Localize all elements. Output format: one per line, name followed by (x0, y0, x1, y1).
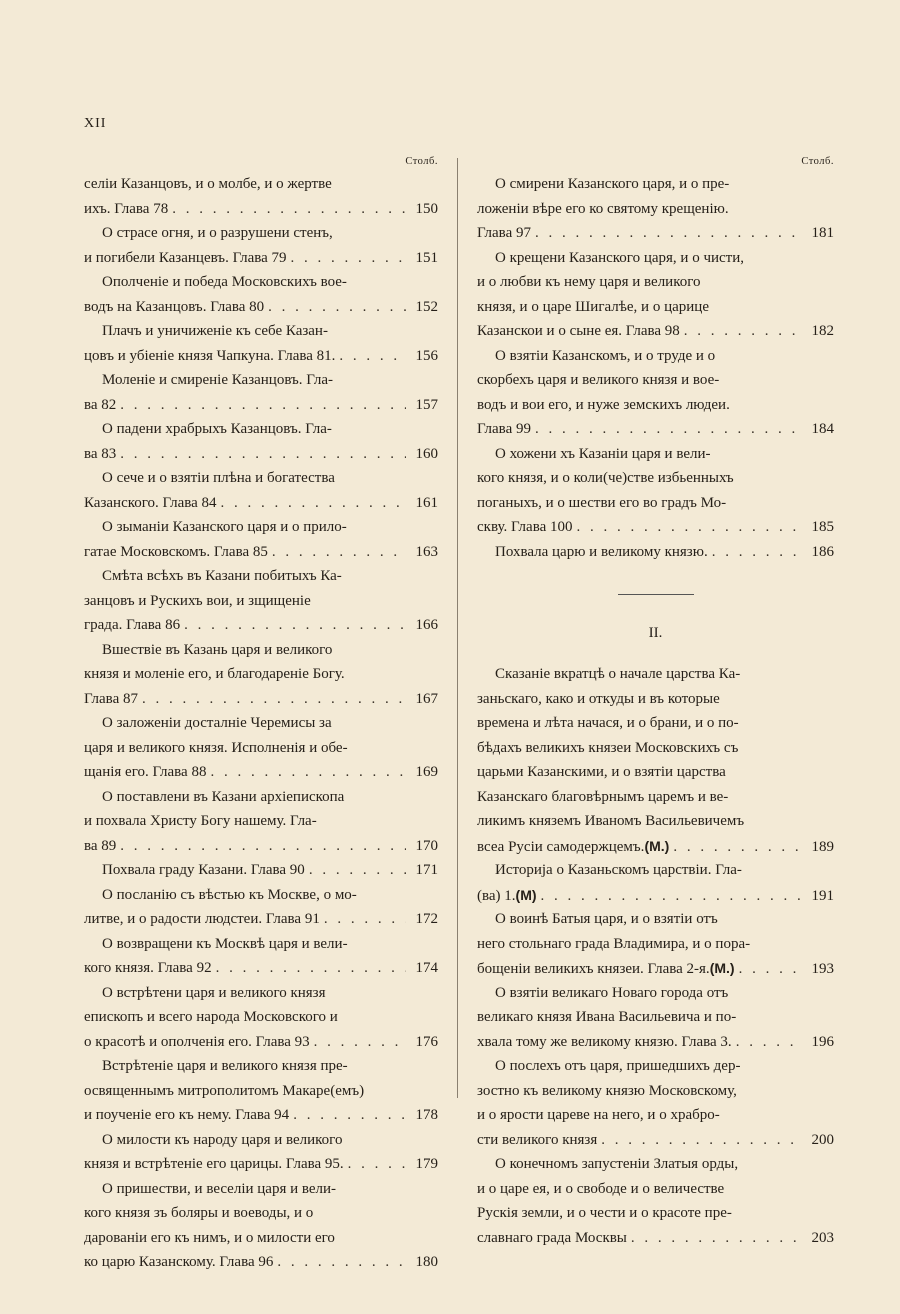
toc-entry-text: О встрѣтени царя и великого князя (102, 984, 326, 1001)
toc-entry-text: и о царе ея, и о свободе и о величестве (477, 1180, 725, 1197)
toc-entry (84, 1054, 438, 1128)
toc-entry-line (477, 466, 834, 491)
toc-entry-line (84, 809, 438, 834)
toc-entry-text: водъ на Казанцовъ. Глава 80 (84, 298, 265, 315)
toc-entry-text: Историја о Казаньскомъ царствіи. Гла- (495, 862, 742, 878)
toc-entry-text: великаго князя Ивана Васильевича и по- (477, 1009, 737, 1025)
toc-entry-text: О зыманіи Казанского царя и о прило- (102, 519, 347, 535)
toc-entry-line (477, 172, 834, 197)
dot-leader (277, 1250, 406, 1275)
toc-entry-line (477, 1226, 834, 1251)
toc-entry-line (477, 368, 834, 393)
dot-leader (268, 295, 406, 320)
toc-entry-line (477, 393, 834, 418)
column-number: 193 (811, 961, 834, 977)
toc-entry (477, 907, 834, 981)
dot-leader (142, 687, 406, 712)
toc-entry-text: ко царю Казанскому. Глава 96 (84, 1254, 274, 1270)
column-number: 180 (415, 1254, 438, 1270)
toc-entry (477, 172, 834, 246)
toc-entry-line (477, 809, 834, 834)
toc-entry-line (84, 344, 438, 369)
toc-entry-text: Ополченіе и победа Московскихъ вое- (102, 274, 347, 290)
section-toc-list (477, 662, 834, 1250)
toc-entry-text: (ва) 1. (477, 887, 516, 904)
toc-entry-text: Встрѣтеніе царя и великого князя пре- (102, 1058, 348, 1074)
toc-entry-line (84, 246, 438, 271)
toc-entry-text: хвала тому же великому князю. Глава 3. (477, 1033, 732, 1050)
dot-leader (216, 956, 406, 981)
toc-entry-text: селіи Казанцовъ, и о молбе, и о жертве (84, 176, 332, 192)
toc-entry-text: ликимъ княземъ Иваномъ Васильевичемъ (477, 813, 745, 829)
toc-entry-text: ихъ. Глава 78 (84, 200, 169, 217)
dot-leader (291, 246, 406, 271)
toc-entry-text: Казанскои и о сыне ея. Глава 98 (477, 323, 680, 339)
column-number: 160 (415, 445, 438, 462)
toc-entry-line (477, 736, 834, 761)
toc-entry (84, 785, 438, 859)
column-number: 184 (811, 421, 834, 437)
toc-entry-text: гатае Московскомъ. Глава 85 (84, 543, 268, 560)
toc-entry-line (477, 1103, 834, 1128)
toc-entry-line (84, 319, 438, 344)
toc-entry-text: Моленіе и смиреніе Казанцовъ. Гла- (102, 372, 333, 388)
toc-entry-line (477, 197, 834, 222)
source-mark: (М) (515, 886, 537, 903)
toc-entry-line (477, 687, 834, 712)
toc-entry (84, 368, 438, 417)
toc-entry-line (84, 638, 438, 663)
column-number: 152 (415, 298, 438, 315)
dot-leader (541, 884, 802, 908)
dot-leader (324, 907, 406, 932)
toc-entry-line (84, 1103, 438, 1128)
toc-entry-text: ва 82 (84, 396, 117, 413)
toc-entry (477, 344, 834, 442)
toc-entry-line (477, 417, 834, 442)
column-number: 150 (415, 200, 438, 217)
dot-leader (577, 515, 803, 540)
dot-leader (535, 417, 802, 442)
toc-entry-text: О поставлени въ Казани архіепископа (102, 788, 345, 805)
dot-leader (736, 1030, 802, 1055)
toc-entry-text: ва 89 (84, 837, 117, 854)
column-number: 169 (415, 764, 438, 780)
toc-entry-text: О смирени Казанского царя, и о пре- (495, 176, 730, 192)
toc-entry-text: кого князя. Глава 92 (84, 960, 212, 976)
toc-entry-text: О крещени Казанского царя, и о чисти, (495, 249, 745, 266)
column-divider (457, 158, 458, 1098)
toc-entry-line (84, 711, 438, 736)
toc-entry (477, 246, 834, 344)
toc-entry-text: епископъ и всего народа Московского и (84, 1009, 338, 1025)
column-number: 163 (415, 543, 438, 560)
toc-entry-line (84, 1054, 438, 1079)
toc-entry-text: О милости къ народу царя и великого (102, 1131, 343, 1148)
toc-entry-line (84, 1030, 438, 1055)
toc-entry (84, 172, 438, 221)
toc-entry-line (84, 491, 438, 516)
toc-entry-line (84, 1226, 438, 1251)
toc-entry-line (84, 295, 438, 320)
column-number: 174 (415, 960, 438, 976)
toc-entry (84, 858, 438, 883)
column-number: 182 (811, 323, 834, 339)
toc-entry-text: О страсе огня, и о разрушени стенъ, (102, 225, 333, 241)
toc-entry-text: града. Глава 86 (84, 617, 181, 633)
column-number: 179 (415, 1156, 438, 1172)
dot-leader (120, 393, 406, 418)
toc-entry-text: кого князя, и о коли(че)стве избьенныхъ (477, 470, 734, 486)
toc-entry (84, 981, 438, 1055)
dot-leader (210, 760, 406, 785)
dot-leader (673, 835, 802, 859)
toc-entry (477, 1152, 834, 1250)
column-header-left: Столб. (405, 156, 438, 167)
toc-entry-text: занцовъ и Рускихъ вои, и зщищеніе (84, 592, 311, 609)
toc-entry (84, 466, 438, 515)
toc-entry (84, 221, 438, 270)
toc-entry-text: кого князя зъ боляры и воеводы, и о (84, 1205, 314, 1221)
toc-entry-line (477, 515, 834, 540)
toc-entry-line (84, 466, 438, 491)
toc-entry-line (477, 491, 834, 516)
column-number: 161 (415, 494, 438, 511)
toc-entry-text: Плачъ и уничиженіе къ себе Казан- (102, 323, 328, 339)
right-column (477, 152, 834, 1250)
column-number: 166 (415, 617, 438, 633)
toc-entry-text: Вшествіе въ Казань царя и великого (102, 641, 333, 658)
toc-entry-line (84, 613, 438, 638)
toc-entry-line (477, 344, 834, 369)
toc-entry-text: О конечномъ запустеніи Златыя орды, (495, 1156, 739, 1172)
toc-entry-line (477, 1201, 834, 1226)
toc-entry-line (84, 736, 438, 761)
toc-entry (84, 564, 438, 638)
toc-entry-line (477, 540, 834, 565)
toc-entry-text: скву. Глава 100 (477, 519, 573, 535)
toc-entry-line (84, 956, 438, 981)
toc-entry-line (477, 221, 834, 246)
toc-entry-line (477, 662, 834, 687)
toc-entry-line (477, 785, 834, 810)
dot-leader (339, 344, 406, 369)
toc-entry-text: Рускія земли, и о чести и о красоте пре- (477, 1205, 732, 1221)
toc-entry (84, 319, 438, 368)
toc-entry-line (477, 1152, 834, 1177)
source-mark: (М.) (709, 960, 735, 976)
dot-leader (631, 1226, 802, 1251)
page-number: XII (84, 116, 107, 131)
toc-entry-line (84, 858, 438, 883)
toc-entry-text: времена и лѣта начася, и о брани, и о по- (477, 715, 739, 731)
toc-entry-text: О возвращени къ Москвѣ царя и вели- (102, 935, 348, 952)
toc-entry-text: и поученіе его къ нему. Глава 94 (84, 1107, 290, 1123)
toc-entry-text: и похвала Христу Богу нашему. Гла- (84, 813, 317, 829)
toc-entry-text: всеа Русіи самодержцемъ. (477, 838, 645, 855)
source-mark: (М.) (644, 837, 670, 854)
toc-entry-line (84, 1079, 438, 1104)
toc-entry-text: Похвала граду Казани. Глава 90 (102, 862, 305, 878)
toc-entry-text: него стольнаго града Владимира, и о пора- (477, 935, 751, 952)
toc-entry-line (84, 515, 438, 540)
toc-entry-line (84, 883, 438, 908)
toc-entry (84, 932, 438, 981)
toc-entry-line (477, 883, 834, 908)
column-number: 170 (415, 837, 438, 854)
toc-entry (477, 858, 834, 907)
toc-entry-text: Казанского. Глава 84 (84, 494, 217, 511)
toc-entry-text: сти великого князя (477, 1131, 598, 1148)
toc-entry (84, 711, 438, 785)
toc-entry-line (477, 760, 834, 785)
toc-entry-line (84, 662, 438, 687)
dot-leader (348, 1152, 406, 1177)
toc-entry-text: и о любви къ нему царя и великого (477, 274, 701, 290)
column-number: 156 (415, 347, 438, 364)
toc-entry-line (84, 1201, 438, 1226)
toc-entry-line (477, 319, 834, 344)
toc-entry-line (84, 1005, 438, 1030)
dot-leader (184, 613, 406, 638)
left-column (84, 152, 438, 1275)
toc-entry (84, 270, 438, 319)
toc-entry-line (84, 172, 438, 197)
toc-entry-text: О падени храбрыхъ Казанцовъ. Гла- (102, 421, 332, 437)
column-number: 189 (811, 838, 834, 855)
toc-entry-text: О воинѣ Батыя царя, и о взятіи отъ (495, 911, 718, 927)
toc-entry-line (84, 1177, 438, 1202)
toc-entry (477, 442, 834, 540)
column-number: 157 (415, 396, 438, 413)
toc-entry-text: зостно къ великому князю Московскому, (477, 1082, 737, 1099)
column-number: 186 (811, 543, 834, 560)
toc-entry-text: Смѣта всѣхъ въ Казани побитыхъ Ка- (102, 568, 342, 584)
toc-entry-line (477, 932, 834, 957)
column-header-right: Столб. (801, 156, 834, 167)
toc-entry-text: Глава 97 (477, 225, 531, 241)
toc-entry (84, 515, 438, 564)
toc-entry-text: О заложеніи досталніе Черемисы за (102, 715, 332, 731)
toc-entry-text: О взятіи великаго Новаго города отъ (495, 984, 729, 1001)
toc-entry (477, 981, 834, 1055)
toc-entry-line (84, 368, 438, 393)
column-number: 185 (811, 519, 834, 535)
column-number: 181 (811, 225, 834, 241)
toc-entry-line (477, 956, 834, 981)
toc-entry-text: О послехъ отъ царя, пришедшихъ дер- (495, 1058, 741, 1074)
toc-entry-line (477, 1054, 834, 1079)
toc-entry-text: щанія его. Глава 88 (84, 764, 207, 780)
toc-entry-line (84, 1128, 438, 1153)
toc-entry (477, 662, 834, 858)
toc-entry-line (477, 981, 834, 1006)
dot-leader (120, 442, 406, 467)
column-number: 178 (415, 1107, 438, 1123)
toc-entry-line (84, 1250, 438, 1275)
toc-entry (84, 417, 438, 466)
toc-entry-line (477, 907, 834, 932)
toc-entry-line (84, 197, 438, 222)
toc-entry-line (84, 981, 438, 1006)
toc-entry-line (84, 907, 438, 932)
toc-entry-text: цовъ и убіеніе князя Чапкуна. Глава 81. (84, 347, 336, 364)
toc-entry-line (84, 932, 438, 957)
toc-entry-text: о красотѣ и ополченія его. Глава 93 (84, 1033, 310, 1050)
toc-entry-line (477, 1005, 834, 1030)
toc-entry-text: водъ и вои его, и нуже земскихъ людеи. (477, 396, 730, 413)
dot-leader (712, 540, 802, 565)
toc-entry-line (477, 1079, 834, 1104)
toc-entry-text: литве, и о радости людстеи. Глава 91 (84, 911, 320, 927)
toc-entry-text: и погибели Казанцевъ. Глава 79 (84, 249, 287, 266)
toc-entry-text: и о ярости цареве на него, и о храбро- (477, 1107, 720, 1123)
dot-leader (314, 1030, 406, 1055)
toc-entry-line (84, 589, 438, 614)
toc-entry-text: князя и встрѣтеніе его царицы. Глава 95. (84, 1156, 344, 1172)
column-number: 167 (415, 690, 438, 707)
section-rule (618, 594, 694, 595)
toc-entry-text: царя и великого князя. Исполненія и обе- (84, 739, 348, 756)
toc-entry-line (477, 295, 834, 320)
dot-leader (535, 221, 802, 246)
toc-entry-line (84, 834, 438, 859)
column-number: 196 (811, 1033, 834, 1050)
toc-entry-text: Глава 99 (477, 421, 531, 437)
toc-entry-text: князя, и о царе Шигалѣе, и о царице (477, 298, 709, 315)
right-toc-list (477, 172, 834, 564)
dot-leader (601, 1128, 802, 1153)
toc-entry-text: О пришестви, и веселіи царя и вели- (102, 1180, 337, 1197)
toc-entry-text: Похвала царю и великому князю. (495, 543, 708, 560)
column-number: 151 (415, 249, 438, 266)
toc-entry-text: славнаго града Москвы (477, 1229, 627, 1246)
toc-entry-line (84, 442, 438, 467)
toc-entry-line (477, 246, 834, 271)
toc-entry (84, 883, 438, 932)
toc-entry-text: дарованіи его къ нимъ, и о милости его (84, 1229, 335, 1246)
dot-leader (221, 491, 406, 516)
toc-entry-text: бѣдахъ великихъ князеи Московскихъ съ (477, 739, 739, 756)
toc-entry-line (84, 1152, 438, 1177)
toc-entry-line (477, 834, 834, 859)
column-number: 191 (811, 887, 834, 904)
toc-entry-line (477, 270, 834, 295)
dot-leader (172, 197, 406, 222)
toc-entry-text: О хожени хъ Казаніи царя и вели- (495, 445, 711, 462)
column-number: 203 (811, 1229, 834, 1246)
column-number: 171 (415, 862, 438, 878)
toc-entry-text: скорбехъ царя и великого князя и вое- (477, 372, 720, 388)
dot-leader (309, 858, 406, 883)
toc-entry-line (84, 540, 438, 565)
toc-entry (84, 1177, 438, 1275)
toc-entry-text: князя и моленіе его, и благодареніе Богу. (84, 666, 345, 682)
toc-entry-line (477, 442, 834, 467)
column-number: 200 (811, 1131, 834, 1148)
toc-entry (477, 540, 834, 565)
toc-entry-line (84, 221, 438, 246)
toc-entry-text: поганыхъ, и о шестви его во градъ Мо- (477, 494, 727, 511)
toc-entry-text: Казанскаго благовѣрнымъ царемъ и ве- (477, 788, 729, 805)
dot-leader (120, 834, 406, 859)
dot-leader (684, 319, 802, 344)
toc-entry-line (477, 858, 834, 883)
section-heading: II. (648, 625, 663, 641)
toc-entry-text: О посланію съ вѣстью къ Москве, о мо- (102, 886, 357, 903)
left-toc-list (84, 172, 438, 1275)
dot-leader (272, 540, 406, 565)
toc-entry-line (477, 1030, 834, 1055)
toc-entry-line (84, 393, 438, 418)
toc-entry-line (84, 785, 438, 810)
toc-entry-text: ложеніи вѣре его ко святому крещенію. (477, 200, 729, 217)
toc-entry-line (84, 270, 438, 295)
toc-entry-text: Глава 87 (84, 690, 138, 707)
column-number: 172 (415, 911, 438, 927)
toc-entry-text: освященнымъ митрополитомъ Макаре(емъ) (84, 1082, 365, 1099)
toc-entry-line (477, 1128, 834, 1153)
toc-entry-line (84, 760, 438, 785)
toc-entry-line (477, 1177, 834, 1202)
toc-entry (84, 638, 438, 712)
toc-entry-text: О сече и о взятіи плѣна и богатества (102, 470, 335, 486)
toc-entry-line (84, 564, 438, 589)
dot-leader (293, 1103, 406, 1128)
toc-entry-text: ва 83 (84, 445, 117, 462)
toc-entry-line (477, 711, 834, 736)
toc-entry-text: царьми Казанскими, и о взятіи царства (477, 764, 726, 780)
toc-entry-text: заньскаго, како и откуды и въ которые (477, 690, 720, 707)
toc-entry (477, 1054, 834, 1152)
toc-entry-line (84, 417, 438, 442)
toc-entry-text: бощеніи великихъ князеи. Глава 2-я. (477, 961, 710, 977)
column-number: 176 (415, 1033, 438, 1050)
toc-entry-text: Сказаніе вкратцѣ о начале царства Ка- (495, 666, 741, 682)
toc-entry (84, 1128, 438, 1177)
toc-entry-text: О взятіи Казанскомъ, и о труде и о (495, 347, 716, 364)
toc-entry-line (84, 687, 438, 712)
dot-leader (739, 957, 802, 981)
